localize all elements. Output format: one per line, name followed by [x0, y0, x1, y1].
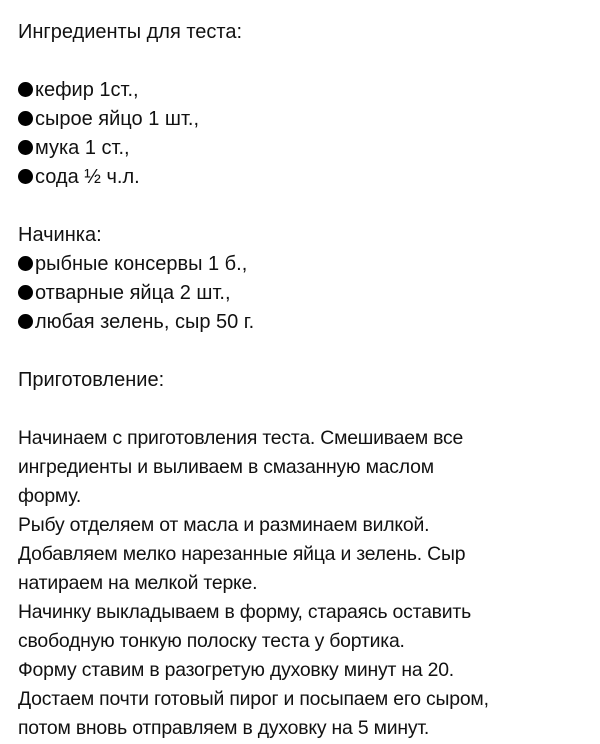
dough-ingredients-heading: Ингредиенты для теста:: [18, 21, 243, 43]
bullet-icon: [18, 82, 33, 97]
item-text: отварные яйца 2 шт.,: [35, 282, 231, 304]
paragraph-line: Начинаем с приготовления теста. Смешиваем все: [18, 427, 464, 449]
paragraph-line: Добавляем мелко нарезанные яйца и зелень. Сыр: [18, 543, 466, 565]
paragraph-line: ингредиенты и выливаем в смазанную маслом: [18, 456, 434, 478]
bullet-icon: [18, 169, 33, 184]
bullet-icon: [18, 111, 33, 126]
item-text: кефир 1ст.,: [35, 79, 139, 101]
spacer: [18, 337, 594, 366]
filling-list: [18, 250, 594, 337]
paragraph-line: Начинку выкладываем в форму, стараясь оставить: [18, 601, 471, 623]
item-text: рыбные консервы 1 б.,: [35, 253, 248, 275]
item-text: сода ½ ч.л.: [35, 166, 140, 188]
bullet-icon: [18, 256, 33, 271]
paragraph-line: натираем на мелкой терке.: [18, 572, 258, 594]
paragraph-line: Рыбу отделяем от масла и разминаем вилкой.: [18, 514, 430, 536]
dough-ingredients-list: [18, 76, 594, 192]
item-text: мука 1 ст.,: [35, 137, 130, 159]
bullet-icon: [18, 140, 33, 155]
list-item: [18, 308, 594, 337]
list-item: [18, 250, 594, 279]
item-text: сырое яйцо 1 шт.,: [35, 108, 199, 130]
paragraph-line: свободную тонкую полоску теста у бортика.: [18, 630, 405, 652]
paragraph-line: потом вновь отправляем в духовку на 5 минут.: [18, 717, 430, 739]
filling-heading: Начинка:: [18, 224, 102, 246]
paragraph-line: Форму ставим в разогретую духовку минут на 20.: [18, 659, 454, 681]
bullet-icon: [18, 314, 33, 329]
item-text: любая зелень, сыр 50 г.: [35, 311, 255, 333]
paragraph-line: Достаем почти готовый пирог и посыпаем его сыром,: [18, 688, 489, 710]
preparation-text: [18, 424, 594, 743]
bullet-icon: [18, 285, 33, 300]
list-item: [18, 279, 594, 308]
list-item: [18, 105, 594, 134]
paragraph-line: форму.: [18, 485, 82, 507]
spacer: [18, 47, 594, 76]
list-item: [18, 76, 594, 105]
recipe-document: [18, 18, 594, 743]
preparation-heading: Приготовление:: [18, 369, 165, 391]
spacer: [18, 395, 594, 424]
list-item: [18, 163, 594, 192]
list-item: [18, 134, 594, 163]
spacer: [18, 192, 594, 221]
